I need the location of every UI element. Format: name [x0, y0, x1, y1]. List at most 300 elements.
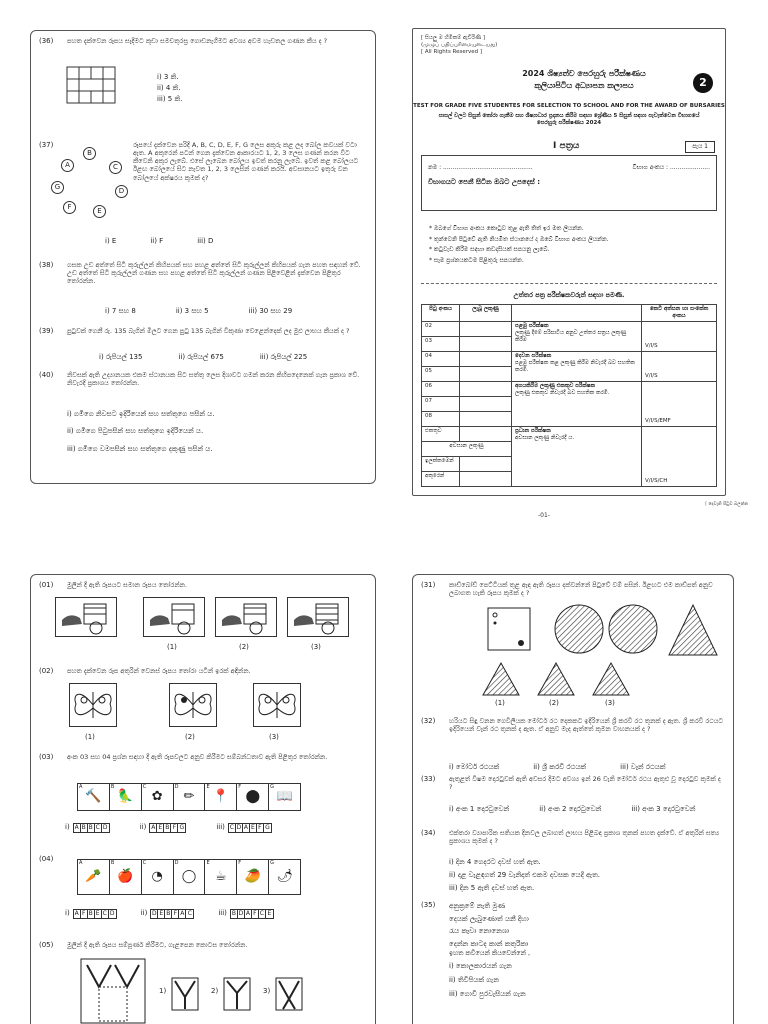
option-1[interactable]: i) රුපියල් 135 [99, 353, 143, 361]
question-text: රූපයේ දැක්වෙන පරිදි A, B, C, D, E, F, G ලෙස අකුරු කළ ලද බෝල කවයක් වටා ඇත. A අකුරෙන් පටන් ගෙන දැක්වෙන ආකාරයට 1, 2, 3 ලෙස ගණන් කරන විට කීවෙනි අකුර ලැබේ. එසේ ලැබෙන බෝලය ඉවත් කරනු ලැබේ. ඉවත් කළ බෝලයට ඊළඟ බෝලයේ සිට නැවත 1, 2, 3 ලෙසින් ගණන් කරයි. අවසානයට ඉතුරු වන බෝලයේ අක්ෂරය කුමක් ද? [133, 141, 359, 182]
seq-letter: F [257, 824, 264, 832]
option-label: (2) [239, 643, 249, 651]
option-1[interactable]: i) ගමිගෙ නිවසට ඉදිරියෙන් සහ සත්තුගෙ පසින් ය. [67, 410, 215, 418]
index-field[interactable]: විභාග අංකය : ..................... [632, 164, 710, 171]
poem [449, 901, 529, 951]
seq-letter: A [74, 824, 79, 831]
option-number: ii) [140, 909, 148, 917]
question-text: පහත දැක්වෙන රූප අතුරින් වෙනස් රූපය තෝරා යටින් ඉරක් අඳින්න. [67, 667, 251, 675]
words-label: අකුරෙන් [422, 471, 460, 486]
marks-cell[interactable] [460, 426, 512, 441]
question-36 [39, 37, 367, 107]
table-row [422, 321, 717, 336]
flower-icon: ✿ [151, 788, 163, 804]
letter-g: G [51, 181, 64, 194]
marks-cell[interactable] [460, 456, 512, 471]
table-header-row [422, 305, 717, 322]
seq-letter: E [158, 910, 165, 918]
question-text: ඇතුළත් විෂම දොරටුවක් ඇති අවසර දීමට අවශ්‍ය ඉන් 26 වැනි මෝටර් රථය ඇතුළු වූ දොරටුව කුමක් ද ? [449, 775, 721, 792]
next-page-note: [ දෙවැනි පිටුව බලන්න [705, 502, 748, 507]
sequence-options [65, 909, 274, 919]
table-row [422, 351, 717, 366]
digits-label: ඉලක්කමෙන් [422, 456, 460, 471]
question-38 [39, 261, 367, 319]
bullock-cart-icon [288, 598, 348, 636]
item-letter: D [174, 784, 179, 790]
page-questions-36-40 [30, 30, 376, 484]
seq-letter: E [267, 910, 272, 917]
marks-cell[interactable] [460, 336, 512, 351]
sequence-box [149, 823, 186, 833]
question-34 [421, 829, 725, 899]
seq-letter: A [180, 910, 185, 917]
exam-english-title: TEST FOR GRADE FIVE STUDENTES FOR SELECTION TO SCHOOL AND FOR THE AWARD OF BURSARIES [413, 103, 725, 109]
option-number: i) [65, 823, 70, 831]
seq-letter: B [165, 824, 170, 831]
marks-cell[interactable] [460, 366, 512, 381]
option-3[interactable]: iii) D [197, 237, 214, 245]
option-2[interactable]: ii) තිවිපියක් ගැන [449, 975, 499, 984]
bullock-cart-icon [56, 598, 116, 636]
page-cell: 04 [422, 351, 460, 366]
option-1[interactable] [65, 909, 117, 919]
page-cell: 08 [422, 411, 460, 426]
copyright-notice [421, 35, 717, 56]
seq-letter: B [88, 910, 93, 917]
cart-option-3[interactable] [287, 597, 349, 637]
check-title: ප්‍රධාන පරීක්ෂක [515, 427, 551, 434]
option-1[interactable]: i) දින 4 ගෙදරට දවස් හත් ඇත. [449, 858, 541, 866]
option-label: 3) [263, 987, 271, 995]
answer-options [449, 763, 666, 772]
poem-line: දෙයක් ලැබුණොත් යනී දිහා [449, 914, 529, 923]
option-number: i) [65, 909, 70, 917]
header-marks: ලැබූ ලකුණු [460, 305, 512, 322]
option-number: iii) [216, 823, 225, 831]
option-3[interactable]: iii) ගොවි පුරවැසියන් ගැන [449, 989, 526, 998]
item-d [174, 860, 206, 894]
poem-line: අනුක්‍රමේ නැති මුණ [449, 902, 506, 910]
total-cell: එකතුව [422, 426, 460, 441]
item-e [205, 860, 237, 894]
butterfly-option-1[interactable] [69, 683, 117, 727]
question-03 [39, 753, 367, 843]
check-cell [512, 321, 642, 351]
item-letter: E [206, 860, 210, 866]
shape-options-top [553, 603, 723, 659]
candidate-id-line [428, 164, 710, 172]
option-2[interactable]: ii) ගමිගෙ පිටුපසින් සහ සත්තුගෙ ඉදිරියෙන් ය. [67, 427, 204, 436]
option-label: (1) [495, 699, 505, 707]
marks-cell[interactable] [460, 471, 512, 486]
option-label: 2) [211, 987, 219, 995]
page-questions-31-35 [412, 574, 734, 1024]
sequence-box [230, 909, 274, 919]
hammer-icon: 🔨 [85, 788, 102, 804]
seq-letter: D [152, 910, 157, 917]
question-04 [39, 855, 367, 927]
answer-options [99, 353, 307, 362]
check-code: V/I/S [642, 351, 717, 381]
marks-cell[interactable] [460, 351, 512, 366]
option-2[interactable]: ii) 3 සහ 5 [175, 307, 209, 315]
item-letter: F [238, 860, 242, 866]
question-number: (04) [39, 855, 54, 863]
option-3[interactable] [218, 909, 274, 919]
bullock-cart-icon [144, 598, 204, 636]
option-label: (3) [269, 733, 279, 741]
question-31 [421, 581, 725, 709]
item-a [78, 784, 110, 810]
sequence-box [150, 909, 194, 919]
item-letter: C [142, 784, 147, 790]
final-label: අවසාන ලකුණු [422, 441, 512, 456]
option-2[interactable] [141, 909, 195, 919]
question-text: ගසක උඩ අත්තේ සිටි කුරුල්ලන් කිහිපයක් සහ පහළ අත්තේ සිටි කුරුල්ලන් කිහිපයක් ගැන පහත සඳහන් වේ. උඩ අත්තේ සිටි කුරුල්ලන් ගණන සහ පහළ අත්තේ සිටි කුරුල්ලන් ගණන පිළිවෙළින් දැක්වෙන පිළිතුර තෝරන්න. [67, 261, 361, 286]
option-2[interactable]: ii) රුපියල් 675 [178, 353, 224, 361]
cart-option-1[interactable] [143, 597, 205, 637]
question-number: (33) [421, 775, 436, 783]
cup-icon: ☕ [215, 868, 227, 884]
option-2[interactable]: ii) F [150, 237, 164, 245]
question-number: (34) [421, 829, 436, 837]
question-text: පහත දැක්වෙන රූපය සෑදීමට කුඩා සමචතුරස්‍ර ගොඩනැගීමට අවශ්‍ය අවම හැඩතල ගණන කීය ද ? [67, 37, 328, 45]
option-number: iii) [218, 909, 227, 917]
question-number: (02) [39, 667, 54, 675]
marks-table [421, 304, 717, 487]
page-cell: 03 [422, 336, 460, 351]
piece-option-2[interactable] [223, 977, 251, 1011]
option-3[interactable]: iii) 5 කි. [157, 94, 183, 103]
check-code: V/I/S [642, 321, 717, 351]
question-number: (38) [39, 261, 54, 269]
shape-options-bottom [481, 661, 631, 697]
carrot-icon: 🥕 [85, 868, 102, 884]
pattern-figure [79, 957, 149, 1024]
cart-option-2[interactable] [215, 597, 277, 637]
poem-line: රැය කෑවා නොනෙශා [449, 927, 510, 935]
seq-letter: C [102, 910, 107, 917]
piece-option-3[interactable] [275, 977, 303, 1011]
option-label: (1) [85, 733, 95, 741]
item-letter: A [79, 860, 83, 866]
piece-option-1[interactable] [171, 977, 199, 1011]
option-1[interactable]: i) කොලකාරයන් ගැන [449, 962, 512, 970]
option-3[interactable]: iii) රුපියල් 225 [259, 353, 308, 361]
question-number: (03) [39, 753, 54, 761]
question-text: අංක 03 සහ 04 ප්‍රශ්න සඳහා දී ඇති රූපවලට අනුව කිරීමට සම්බන්ධතාව ඇති පිළිතුර තෝරන්න. [67, 753, 328, 761]
option-label: 1) [159, 987, 167, 995]
page-cell: 07 [422, 396, 460, 411]
option-label: (1) [167, 643, 177, 651]
check-note: පළමු පරීක්ෂක කළ ලකුණු කිරීම නිවැරදි බව සහතික කරමි. [515, 359, 635, 373]
question-number: (05) [39, 941, 54, 949]
examiners-title: උත්තර පත්‍ර පරීක්ෂකවරුන් සඳහා පමණි. [513, 291, 625, 299]
seq-letter: C [187, 910, 192, 917]
check-title: අගයකිරීම ලකුණු එකතුව පරීක්ෂක [515, 382, 595, 389]
question-text: නිවසක් ඇති උද්‍යානයක එකම ස්ථානයක සිට සත්තු ලෙස දිශාවට ගමන් කරන කිහිපදෙනෙක් ගැන ප්‍රකාශ වේ. නිවැරදි ප්‍රකාශය තෝරන්න. [67, 371, 360, 388]
seq-letter: B [166, 910, 171, 917]
mango-icon: 🥭 [244, 868, 261, 884]
option-3[interactable]: iii) ගමිගෙ වමපසින් සහ සත්තුගෙ දකුණු පසින් ය. [67, 444, 213, 453]
question-number: (40) [39, 371, 54, 379]
instructions-list [429, 225, 609, 268]
butterfly-option-2[interactable] [169, 683, 217, 727]
marks-cell[interactable] [460, 321, 512, 336]
option-label: (3) [311, 643, 321, 651]
items-strip [77, 783, 301, 811]
page-cell: 02 [422, 321, 460, 336]
seq-letter: E [250, 824, 257, 832]
exam-description: පාසල් වලට සිසුන් තෝරා ගැනීම සහ ශිෂ්‍යාධාර ප්‍රදානය කිරීම සඳහා ශ්‍රේණිය 5 සිසුන් සඳහා පැවැත්වෙන විභාගයේ පෙරහුරු පරීක්ෂණය 2024 [438, 113, 700, 127]
check-title: පළමු පරීක්ෂක [515, 322, 549, 329]
seq-letter: D [238, 910, 244, 917]
option-2[interactable]: ii) අංක 2 දොරටුවෙන් [539, 805, 602, 813]
question-number: (35) [421, 901, 436, 909]
option-1[interactable]: i) E [105, 237, 117, 245]
header-signature: කෙටි අත්සන හා සංකේත අංකය [642, 305, 717, 322]
question-text: මුලින් දී ඇති රූපයට සමාන රූපය තෝරන්න. [67, 581, 187, 589]
seq-letter: C [259, 910, 264, 917]
cover-page [412, 28, 726, 496]
item-letter: C [142, 860, 147, 866]
sequence-box [228, 823, 272, 833]
marks-cell[interactable] [460, 381, 512, 396]
answer-options [157, 73, 182, 105]
answer-options [67, 407, 214, 459]
check-cell [512, 351, 642, 381]
nail-icon: 📍 [212, 788, 229, 804]
table-row [422, 426, 717, 441]
item-b [110, 860, 142, 894]
seq-letter: G [179, 824, 185, 831]
question-text: කාඩ්බෝඩ් පෙට්ටියක් තුළ ඇඳ ඇති රූපය දක්වන්නේ පිටුවේ වම් පසින්. ඊළඟට එම කාඩ්පත් අනුව ලබාගත හැකි රූපය කුමක් ද ? [449, 581, 713, 598]
page-questions-01-05 [30, 574, 376, 1024]
question-text: මුලින් දී ඇති රූපය සම්පූර්ණ කිරීමට, ගැළපෙන කොටස තෝරන්න. [67, 941, 248, 949]
check-code: V/I/S/CH [642, 426, 717, 486]
option-1[interactable]: i) මෝටර් රථයක් [449, 763, 500, 771]
item-letter: A [79, 784, 83, 790]
seq-letter: D [102, 824, 108, 831]
item-c [142, 784, 174, 810]
header-page-no: පිටු අංකය [422, 305, 460, 322]
pencil-icon: ✏ [183, 788, 195, 804]
item-c [142, 860, 174, 894]
option-2[interactable]: ii) 4 කි. [157, 83, 181, 92]
item-b [110, 784, 142, 810]
poem-line: දෙන්න කාටද කාන් කතුරිකා [449, 939, 529, 948]
question-number: (36) [39, 37, 54, 45]
question-number: (39) [39, 327, 54, 335]
seq-letter: A [74, 910, 79, 917]
option-label: (2) [549, 699, 559, 707]
item-e [205, 784, 237, 810]
item-a [78, 860, 110, 894]
option-number: ii) [139, 823, 147, 831]
seq-letter: B [81, 824, 86, 831]
poem-prompt: ඉහත කවියෙන් කියවෙන්නේ , [449, 949, 531, 957]
item-letter: B [110, 860, 115, 866]
ball-icon: ⬤ [245, 788, 260, 804]
seq-letter: F [252, 910, 259, 918]
name-field[interactable]: නම : ............................................... [428, 164, 533, 171]
item-f [237, 860, 269, 894]
chili-icon: 🌶 [276, 868, 293, 884]
option-1[interactable] [65, 823, 110, 833]
answer-options [105, 237, 213, 246]
sequence-box [73, 823, 110, 833]
seq-letter: C [229, 824, 234, 831]
seq-letter: B [88, 824, 93, 831]
option-3[interactable]: iii) අංක 3 දොරටුවෙන් [631, 805, 696, 813]
apple-icon: 🍎 [117, 868, 134, 884]
parrot-icon: 🦜 [117, 788, 134, 804]
items-strip [77, 859, 301, 895]
letter-b: B [83, 147, 96, 160]
exam-zone: කුලියාපිටිය අධ්‍යාපන කලාපය [534, 81, 634, 90]
copyright-ta: (முழுப் பதிப்புரிமையுடையது) [421, 42, 498, 49]
marks-cell[interactable] [460, 396, 512, 411]
instruction-item: * කටුවැඩ කිරීම සඳහා කඩදාසියක් සපයනු ලැබේ. [429, 246, 550, 254]
seq-letter: G [265, 824, 270, 831]
question-37 [39, 141, 367, 251]
sequence-box [73, 909, 117, 919]
check-note: අවසාන ලකුණු නිවැරදි ය. [515, 434, 575, 441]
answer-options [449, 961, 526, 1003]
seq-letter: B [231, 910, 236, 917]
option-2[interactable]: ii) ශ්‍රී කරවි රථයක් [533, 763, 587, 771]
letter-a: A [61, 159, 74, 172]
option-3[interactable] [216, 823, 272, 833]
answer-options [449, 857, 600, 897]
check-title: දෙවන පරීක්ෂක [515, 352, 552, 359]
check-code: V/I/S/EMF [642, 381, 717, 426]
check-note: ලකුණු එකතුව නිවැරදි බව සහතික කරමි. [515, 389, 610, 396]
page-cell: 06 [422, 381, 460, 396]
instruction-item: * තුන්වෙනි පිටුවේ ඇති නියමිත ස්ථානයේ ද ඔබේ විභාග අංකය ලියන්න. [429, 235, 609, 243]
seq-letter: F [172, 910, 179, 918]
butterfly-icon [70, 684, 116, 726]
seq-letter: C [95, 824, 100, 831]
seq-letter: E [157, 824, 164, 832]
letter-d: D [115, 185, 128, 198]
seq-letter: A [151, 824, 156, 831]
question-text: පුටුවක් ගෙනී රු. 135 බැගින් මිලට ගෙන පුටු 135 බැගින් විකුණා වෙළෙන්දෙක් ලද මුළු ලාභය කීයක් ද ? [67, 327, 350, 335]
pie-icon: ◯ [181, 868, 197, 884]
marks-cell[interactable] [460, 411, 512, 426]
answer-options [449, 805, 695, 814]
seq-letter: D [236, 824, 242, 831]
option-2[interactable]: ii) දළ වැළඳගත් 29 වැනිදාත් එකම දවසක යෙදී ඇත. [449, 871, 601, 880]
item-g [269, 784, 300, 810]
butterfly-option-3[interactable] [253, 683, 301, 727]
divider [421, 283, 717, 284]
item-letter: E [206, 784, 210, 790]
item-letter: D [174, 860, 179, 866]
copyright-si: [ සියලු ම හිමිකම් ඇවිරිණි ] [421, 35, 486, 41]
cart-figure-main [55, 597, 117, 637]
instruction-item: * සෑම ප්‍රශ්නයකටම පිළිතුරු සපයන්න. [429, 257, 524, 265]
page-cell: 05 [422, 366, 460, 381]
exam-title: 2024 ශිෂ්‍යත්ව පෙරහුරු පරීක්ෂණය [522, 69, 646, 78]
question-35 [421, 901, 725, 1021]
option-3[interactable]: iii) වෑන් රථයක් [620, 763, 666, 771]
option-label: (2) [185, 733, 195, 741]
question-number: (31) [421, 581, 436, 589]
check-cell [512, 381, 642, 426]
instructions-heading: විභාගයට පෙනී සිටින ඔබට උපදෙස් : [428, 178, 541, 186]
question-32 [421, 717, 725, 775]
letter-f: F [63, 201, 76, 214]
header-empty [512, 305, 642, 322]
check-note: ලකුණු දීමේ පරිපාටිය අනුව උත්තර පත්‍රය ලකුණු කිරීම [515, 329, 627, 343]
seq-letter: F [171, 824, 178, 832]
instruction-item: * ඔබගේ විභාග අංකය කොටුව තුළ ඇති තිත් ඉර මත ලියන්න. [429, 225, 584, 232]
letter-c: C [109, 161, 122, 174]
butterfly-icon [170, 684, 216, 726]
candidate-box [421, 155, 717, 211]
question-text: හරියට සිඳු වනන ගෙවිලියක මෝටර් රථ දෙකකට ඉදිරියෙන් ශ්‍රී කරවි රථ තුනක් ද ඇත. ශ්‍රී කරවි රථයට ඉදිරියෙන් වෑන් රථ තුනක් ද ඇත. ඒ අනුව මැද ඇත්තේ කුමන වාහනයක් ද ? [449, 717, 724, 734]
option-1[interactable]: i) අංක 1 දොරටුවෙන් [449, 805, 510, 813]
table-row [422, 381, 717, 396]
paper-badge: 2 [693, 73, 713, 93]
question-39 [39, 327, 367, 367]
item-letter: F [238, 784, 242, 790]
option-1[interactable]: i) 7 සහ 8 [105, 307, 136, 315]
question-05 [39, 941, 367, 1024]
question-text: එක්තරා ව්‍යාපාරික සතියක දිනවල ලබාගත් ලාභය පිළිබඳ ප්‍රකාශ තුනක් පහත දැක්වේ. ඒ අතුරින් සත්‍ය ප්‍රකාශය කුමක් ද ? [449, 829, 720, 846]
question-number: (32) [421, 717, 436, 725]
seq-letter: F [81, 910, 88, 918]
question-02 [39, 667, 367, 747]
option-label: (3) [605, 699, 615, 707]
question-33 [421, 775, 725, 831]
question-number: (37) [39, 141, 54, 149]
question-01 [39, 581, 367, 663]
item-letter: G [270, 784, 275, 790]
item-f [237, 784, 269, 810]
option-2[interactable] [140, 823, 187, 833]
book-icon: 📖 [276, 788, 293, 804]
bullock-cart-icon [216, 598, 276, 636]
seq-letter: D [109, 910, 115, 917]
option-3[interactable]: iii) දින 5 ඇති දවස් හත් ඇත. [449, 884, 535, 893]
seq-letter: A [243, 824, 248, 831]
item-g [269, 860, 300, 894]
seq-letter: A [245, 910, 250, 917]
answer-options [105, 307, 292, 316]
mushroom-icon: ◔ [151, 868, 163, 884]
question-40 [39, 371, 367, 471]
copyright-en: [ All Rights Reserved ] [421, 49, 483, 56]
page-number: -01- [538, 512, 550, 519]
letter-e: E [93, 205, 106, 218]
option-1[interactable]: i) 3 කි. [157, 73, 179, 81]
duration-box: පැය 1 [685, 141, 715, 153]
option-3[interactable]: iii) 30 සහ 29 [248, 307, 293, 315]
squares-figure [65, 65, 125, 107]
check-cell [512, 426, 642, 486]
seq-letter: E [95, 910, 102, 918]
item-letter: B [110, 784, 115, 790]
item-letter: G [270, 860, 275, 866]
card-figure [487, 607, 531, 651]
item-d [174, 784, 206, 810]
sequence-options [65, 823, 272, 833]
butterfly-icon [254, 684, 300, 726]
question-number: (01) [39, 581, 54, 589]
paper-label: I පත්‍රය [553, 141, 580, 151]
